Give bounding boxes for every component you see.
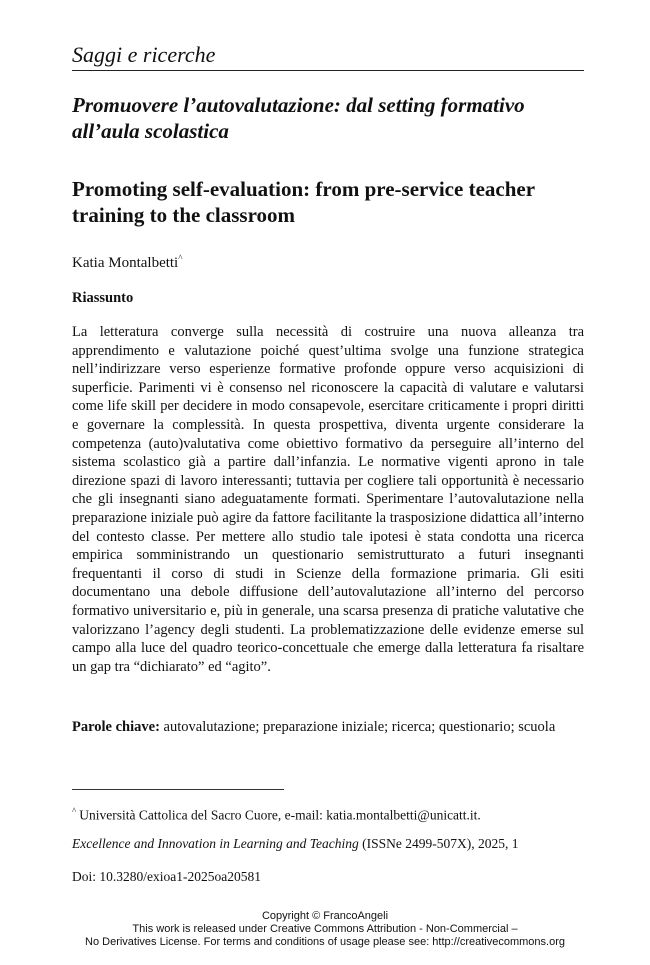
footnote-divider: [72, 789, 284, 790]
keywords: [72, 718, 584, 737]
article-title-italian: Promuovere l’autovalutazione: dal setting formativo all’aula scolastica: [72, 93, 525, 143]
section-label: Saggi e ricerche: [72, 42, 584, 71]
license-notice: [0, 910, 650, 949]
abstract-text: La letteratura converge sulla necessità di costruire una nuova alleanza tra apprendimento e valutazione poiché quest’ultima svolge una funzione strategica nell’indirizzare verso esperienze formative profonde oppure verso acquisizioni di superficie. Parimenti vi è consenso nel riconoscere la capacità di valutare e valutarsi come life skill per decidere in modo consapevole, esercitare criticamente i propri diritti e governare la complessità. In questa prospettiva, diventa urgente considerare la competenza (auto)valutativa come obiettivo formativo da perseguire all’interno del sistema scolastico già a partire dall’infanzia. Le normative vigenti aprono in tale direzione spazi di lavoro interessanti; tuttavia per cogliere tali opportunità è necessario che gli insegnanti siano adeguatamente formati. Sperimentare l’autovalutazione nella preparazione iniziale può agire da fattore facilitante la trasposizione didattica all’interno del contesto classe. Per mettere allo studio tale ipotesi è stata condotta una ricerca empirica somministrando un questionario semistrutturato a futuri insegnanti frequentanti il corso di studi in Scienze della formazione primaria. Gli esiti documentano una debole diffusione dell’autovalutazione all’interno del percorso formativo universitario e, più in generale, una scarsa presenza di pratiche valutative che valorizzano l’agency degli studenti. La problematizzazione delle evidenze emerse sul campo alla luce del quadro teorico-concettuale che emerge dalla letteratura fa risaltare un gap tra “dichiarato” ed “agito”.: [72, 324, 584, 675]
keywords-label: Parole chiave:: [72, 719, 160, 735]
footnote: [72, 802, 481, 825]
footnote-marker: ^: [72, 806, 77, 816]
copyright-line: Copyright © FrancoAngeli: [261, 910, 389, 922]
abstract-heading: Riassunto: [72, 290, 134, 306]
article-title-english: Promoting self-evaluation: from pre-service teacher training to the classroom: [72, 177, 535, 227]
license-line-1: This work is released under Creative Commons Attribution - Non-Commercial –: [132, 923, 518, 935]
keywords-text: autovalutazione; preparazione iniziale; ricerca; questionario; scuola: [163, 719, 556, 735]
doi: Doi: 10.3280/exioa1-2025oa20581: [72, 869, 261, 884]
author-footnote-marker: ^: [178, 253, 183, 263]
footnote-text: Università Cattolica del Sacro Cuore, e-mail: katia.montalbetti@unicatt.it.: [79, 807, 481, 823]
license-line-2: No Derivatives License. For terms and conditions of usage please see: http://creativecommons.org: [85, 936, 565, 948]
author-name: Katia Montalbetti: [72, 255, 179, 271]
author-line: [72, 248, 182, 273]
journal-citation: [72, 835, 518, 853]
journal-name: Excellence and Innovation in Learning and Teaching: [72, 836, 359, 851]
journal-details: (ISSNe 2499-507X), 2025, 1: [362, 836, 519, 851]
